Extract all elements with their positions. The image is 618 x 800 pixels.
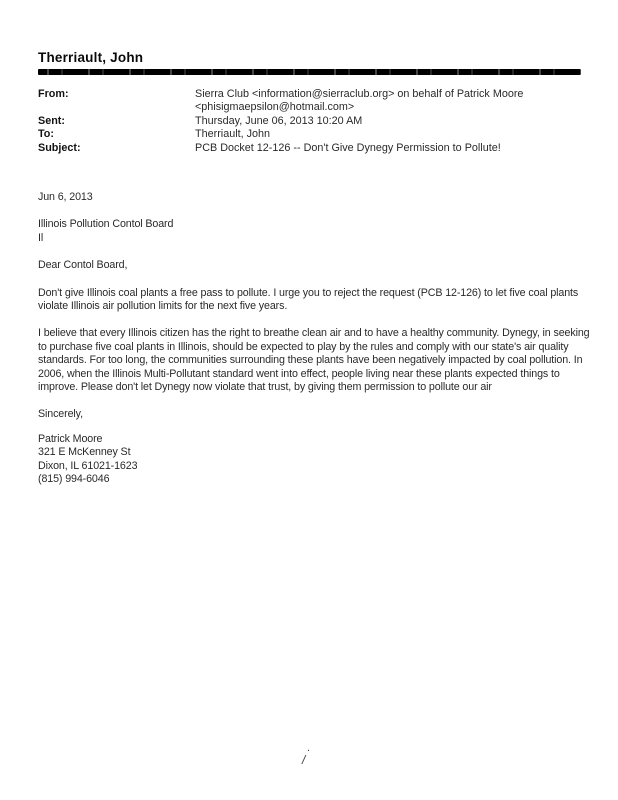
signature-address-line1: 321 E McKenney St [38, 446, 131, 459]
email-header [38, 88, 600, 155]
header-field-from [38, 88, 600, 115]
paragraph-1: Don't give Illinois coal plants a free pass to pollute. I urge you to reject the request (PCB 12-126) to let five coal plants violate Illinois air pollution limits for the next five years. [38, 286, 579, 313]
signature-name: Patrick Moore [38, 432, 103, 445]
header-field-sent [38, 115, 600, 128]
header-divider [38, 69, 581, 75]
signature-block [38, 433, 594, 487]
from-value [195, 88, 600, 115]
sent-value: Thursday, June 06, 2013 10:20 AM [195, 114, 363, 127]
sent-label: Sent: [38, 114, 65, 127]
paragraph-2: I believe that every Illinois citizen has the right to breathe clean air and to have a healthy community. Dynegy, in seeking to purchase five coal plants in Illinois, should be expected to play by the rules and comply with our state's air quality standards. For too long, the communities surrounding these plants have been negatively impacted by coal pollution. In 2006, when the Illinois Multi-Pollutant standard went into effect, people living near these plants expected things to improve. Please don't let Dynegy now violate that trust, by giving them permission to pollute our air [38, 327, 590, 394]
recipient-block [38, 218, 594, 245]
recipient-line2: Il [38, 231, 44, 244]
header-field-to [38, 128, 600, 141]
letter-date: Jun 6, 2013 [38, 191, 93, 203]
header-field-subject [38, 142, 600, 155]
page-title: Therriault, John [38, 50, 144, 65]
recipient-line1: Illinois Pollution Contol Board [38, 218, 174, 231]
email-body [38, 191, 594, 487]
subject-label: Subject: [38, 141, 81, 154]
subject-value: PCB Docket 12-126 -- Don't Give Dynegy Permission to Pollute! [195, 141, 501, 154]
closing: Sincerely, [38, 408, 83, 421]
to-label: To: [38, 128, 54, 141]
signature-address-line2: Dixon, IL 61021-1623 [38, 459, 138, 472]
scan-artifact-dot: . [307, 742, 311, 754]
from-value-line2: <phisigmaepsilon@hotmail.com> [195, 101, 355, 114]
from-value-line1: Sierra Club <information@sierraclub.org> on behalf of Patrick Moore [195, 88, 524, 100]
salutation: Dear Contol Board, [38, 259, 128, 272]
scan-artifact-slash: / [302, 753, 306, 767]
from-label: From: [38, 88, 69, 100]
to-value: Therriault, John [195, 128, 271, 141]
signature-phone: (815) 994-6046 [38, 473, 110, 486]
